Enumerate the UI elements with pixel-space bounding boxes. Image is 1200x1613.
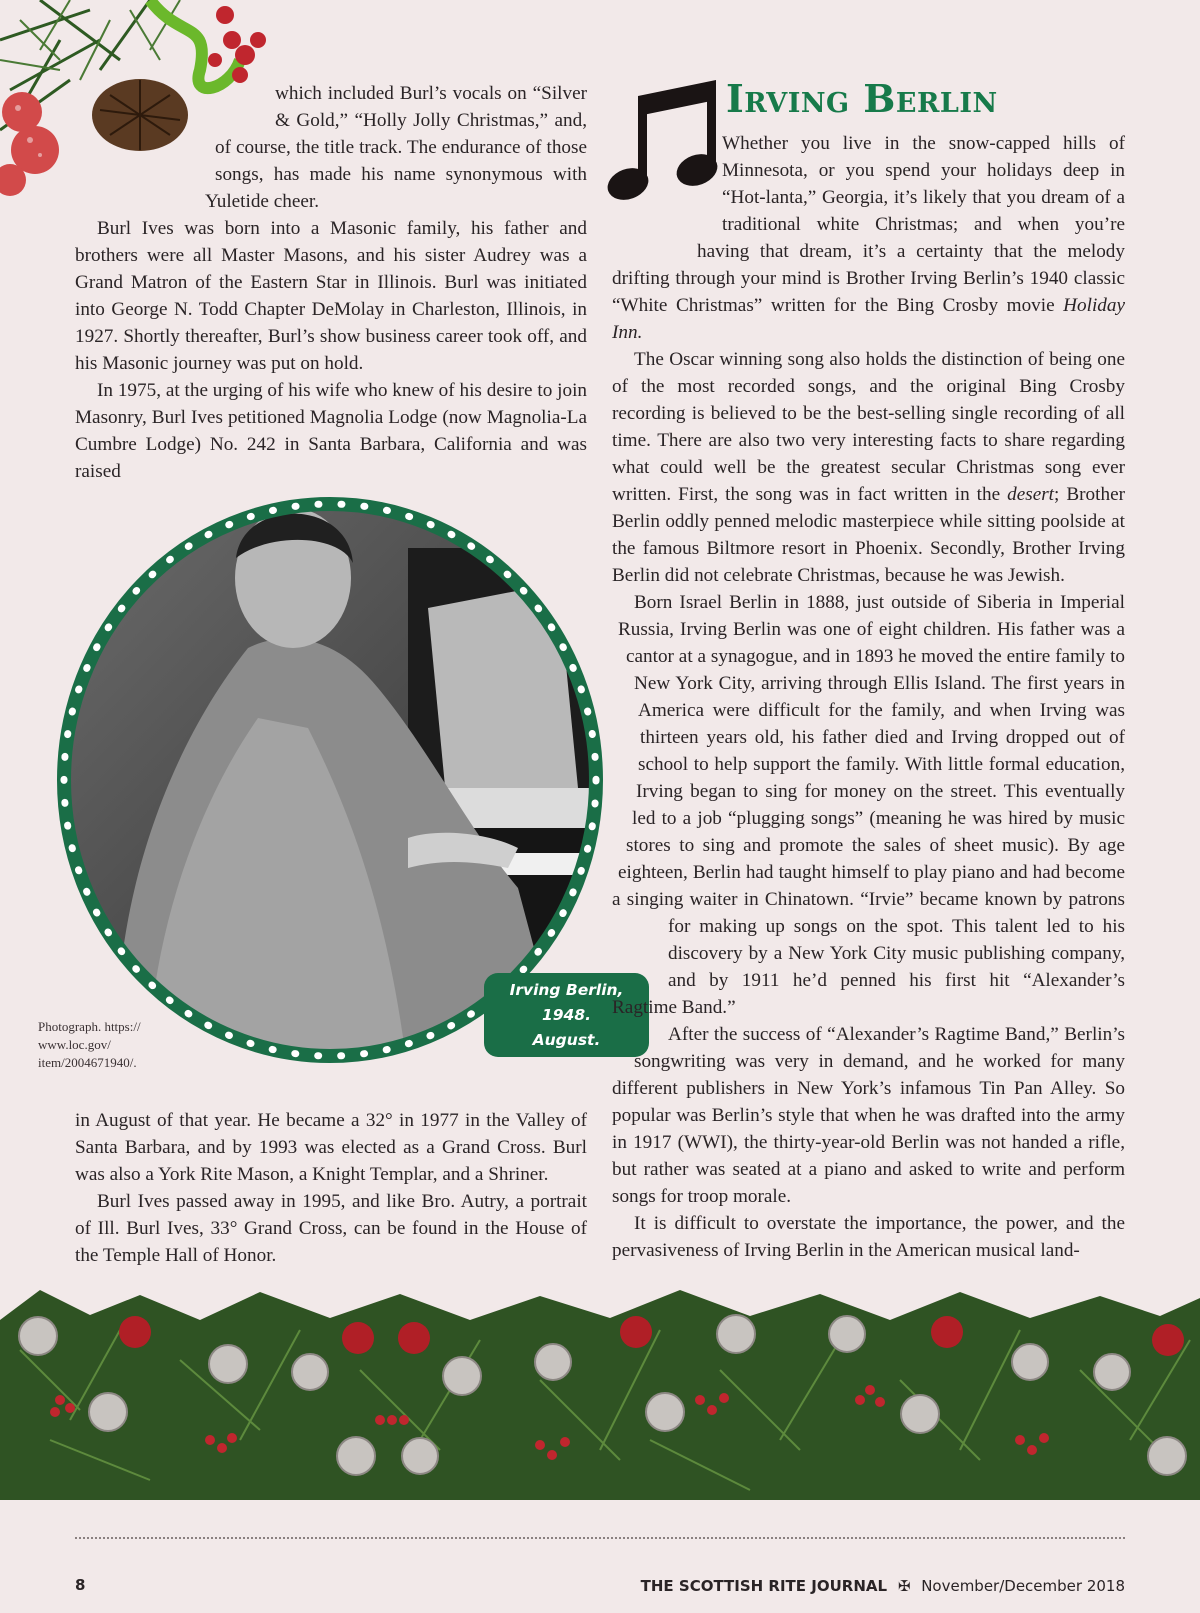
journal-name: THE SCOTTISH RITE JOURNAL (640, 1577, 888, 1595)
article-title: Irving Berlin (726, 76, 998, 121)
journal-footer (641, 1577, 1125, 1595)
christmas-garland-decoration (0, 1290, 1200, 1500)
burl-ives-petition-paragraph: In 1975, at the urging of his wife who knew of his desire to join Masonry, Burl Ives petitioned Magnolia Lodge (now Magnolia-La Cumbre Lodge) No. 242 in Santa Barbara, California and was raised (75, 380, 587, 482)
tin-pan-alley-paragraph: After the success of “Alexander’s Ragtime Band,” Berlin’s songwriting was very in demand, and he worked for many different publishers in New York’s infamous Tin Pan Alley. So popular was Berlin’s style that when he was drafted into the army in 1917 (WWI), the thirty-year-old Berlin was not handed a rifle, but rather was seated at a piano and asked to write and perform songs for troop morale. (612, 1024, 1125, 1207)
burl-ives-degrees-paragraph: in August of that year. He became a 32° in 1977 in the Valley of Santa Barbara, and by 1993 was elected as a Grand Cross. Burl was also a York Rite Mason, a Knight Templar, and a Shriner. (75, 1110, 587, 1185)
cross-separator: ✠ (897, 1577, 911, 1595)
caption-line-2: August. (532, 1030, 601, 1049)
right-column (612, 130, 1125, 1264)
early-life-paragraph: Born Israel Berlin in 1888, just outside of Siberia in Imperial Russia, Irving Berlin was one of eight children. His father was a cantor at a synagogue, and in 1893 he moved the entire family to New York City, arriving through Ellis Island. The first years in America were difficult for the family, and when Irving was thirteen years old, his father died and Irving dropped out of school to help support the family. With little formal education, Irving began to sing for money on the street. This eventually led to a job “plugging songs” (meaning he was hired by music stores to sing and promote the sales of sheet music). By age eighteen, Berlin had taught himself to play piano and had become a singing waiter in Chinatown. “Irvie” became known by patrons for making up songs on the spot. This talent led to his discovery by a New York City music publishing company, and by 1911 he’d penned his first hit “Alexander’s Ragtime Band.” (612, 592, 1125, 1018)
left-column-bottom (75, 1107, 587, 1269)
left-intro-paragraph: which included Burl’s vocals on “Silver & Gold,” “Holly Jolly Christmas,” and, of course, the title track. The endurance of those songs, has made his name synonymous with Yuletide cheer. (205, 83, 587, 212)
issue-date: November/December 2018 (921, 1577, 1125, 1595)
left-column-top (75, 80, 587, 485)
burl-ives-family-paragraph: Burl Ives was born into a Masonic family, his father and brothers were all Master Masons, and his sister Audrey was a Grand Matron of the Eastern Star in Illinois. Burl was initiated into George N. Todd Chapter DeMolay in Charleston, Illinois, in 1927. Shortly thereafter, Burl’s show business career took off, and his Masonic journey was put on hold. (75, 218, 587, 374)
footer-divider (75, 1537, 1125, 1539)
white-christmas-paragraph: Whether you live in the snow-capped hills of Minnesota, or you spend your holidays deep in “Hot-lanta,” Georgia, it’s likely that you dream of a traditional white Christmas; and when you’re having that dream, it’s a certainty that the melody drifting through your mind is Brother Irving Berlin’s 1940 classic “White Christmas” written for the Bing Crosby movie Holiday Inn. (612, 133, 1125, 343)
oscar-paragraph: The Oscar winning song also holds the distinction of being one of the most recorded songs, and the original Bing Crosby recording is believed to be the best-selling single recording of all time. There are also two very interesting facts to share regarding what could well be the greatest secular Christmas song ever written. First, the song was in fact written in the desert; Brother Berlin oddly penned melodic masterpiece while sitting poolside at the famous Biltmore resort in Phoenix. Secondly, Brother Irving Berlin did not celebrate Christmas, because he was Jewish. (612, 349, 1125, 586)
photo-credit: Photograph. https:// www.loc.gov/ item/2004671940/. (38, 1019, 141, 1070)
page-number: 8 (75, 1576, 86, 1594)
caption-line-1: Irving Berlin, 1948. (509, 980, 624, 1024)
burl-ives-death-paragraph: Burl Ives passed away in 1995, and like Bro. Autry, a portrait of Ill. Burl Ives, 33° Grand Cross, can be found in the House of the Temple Hall of Honor. (75, 1191, 587, 1266)
importance-paragraph: It is difficult to overstate the importance, the power, and the pervasiveness of Irving Berlin in the American musical land- (612, 1213, 1125, 1261)
